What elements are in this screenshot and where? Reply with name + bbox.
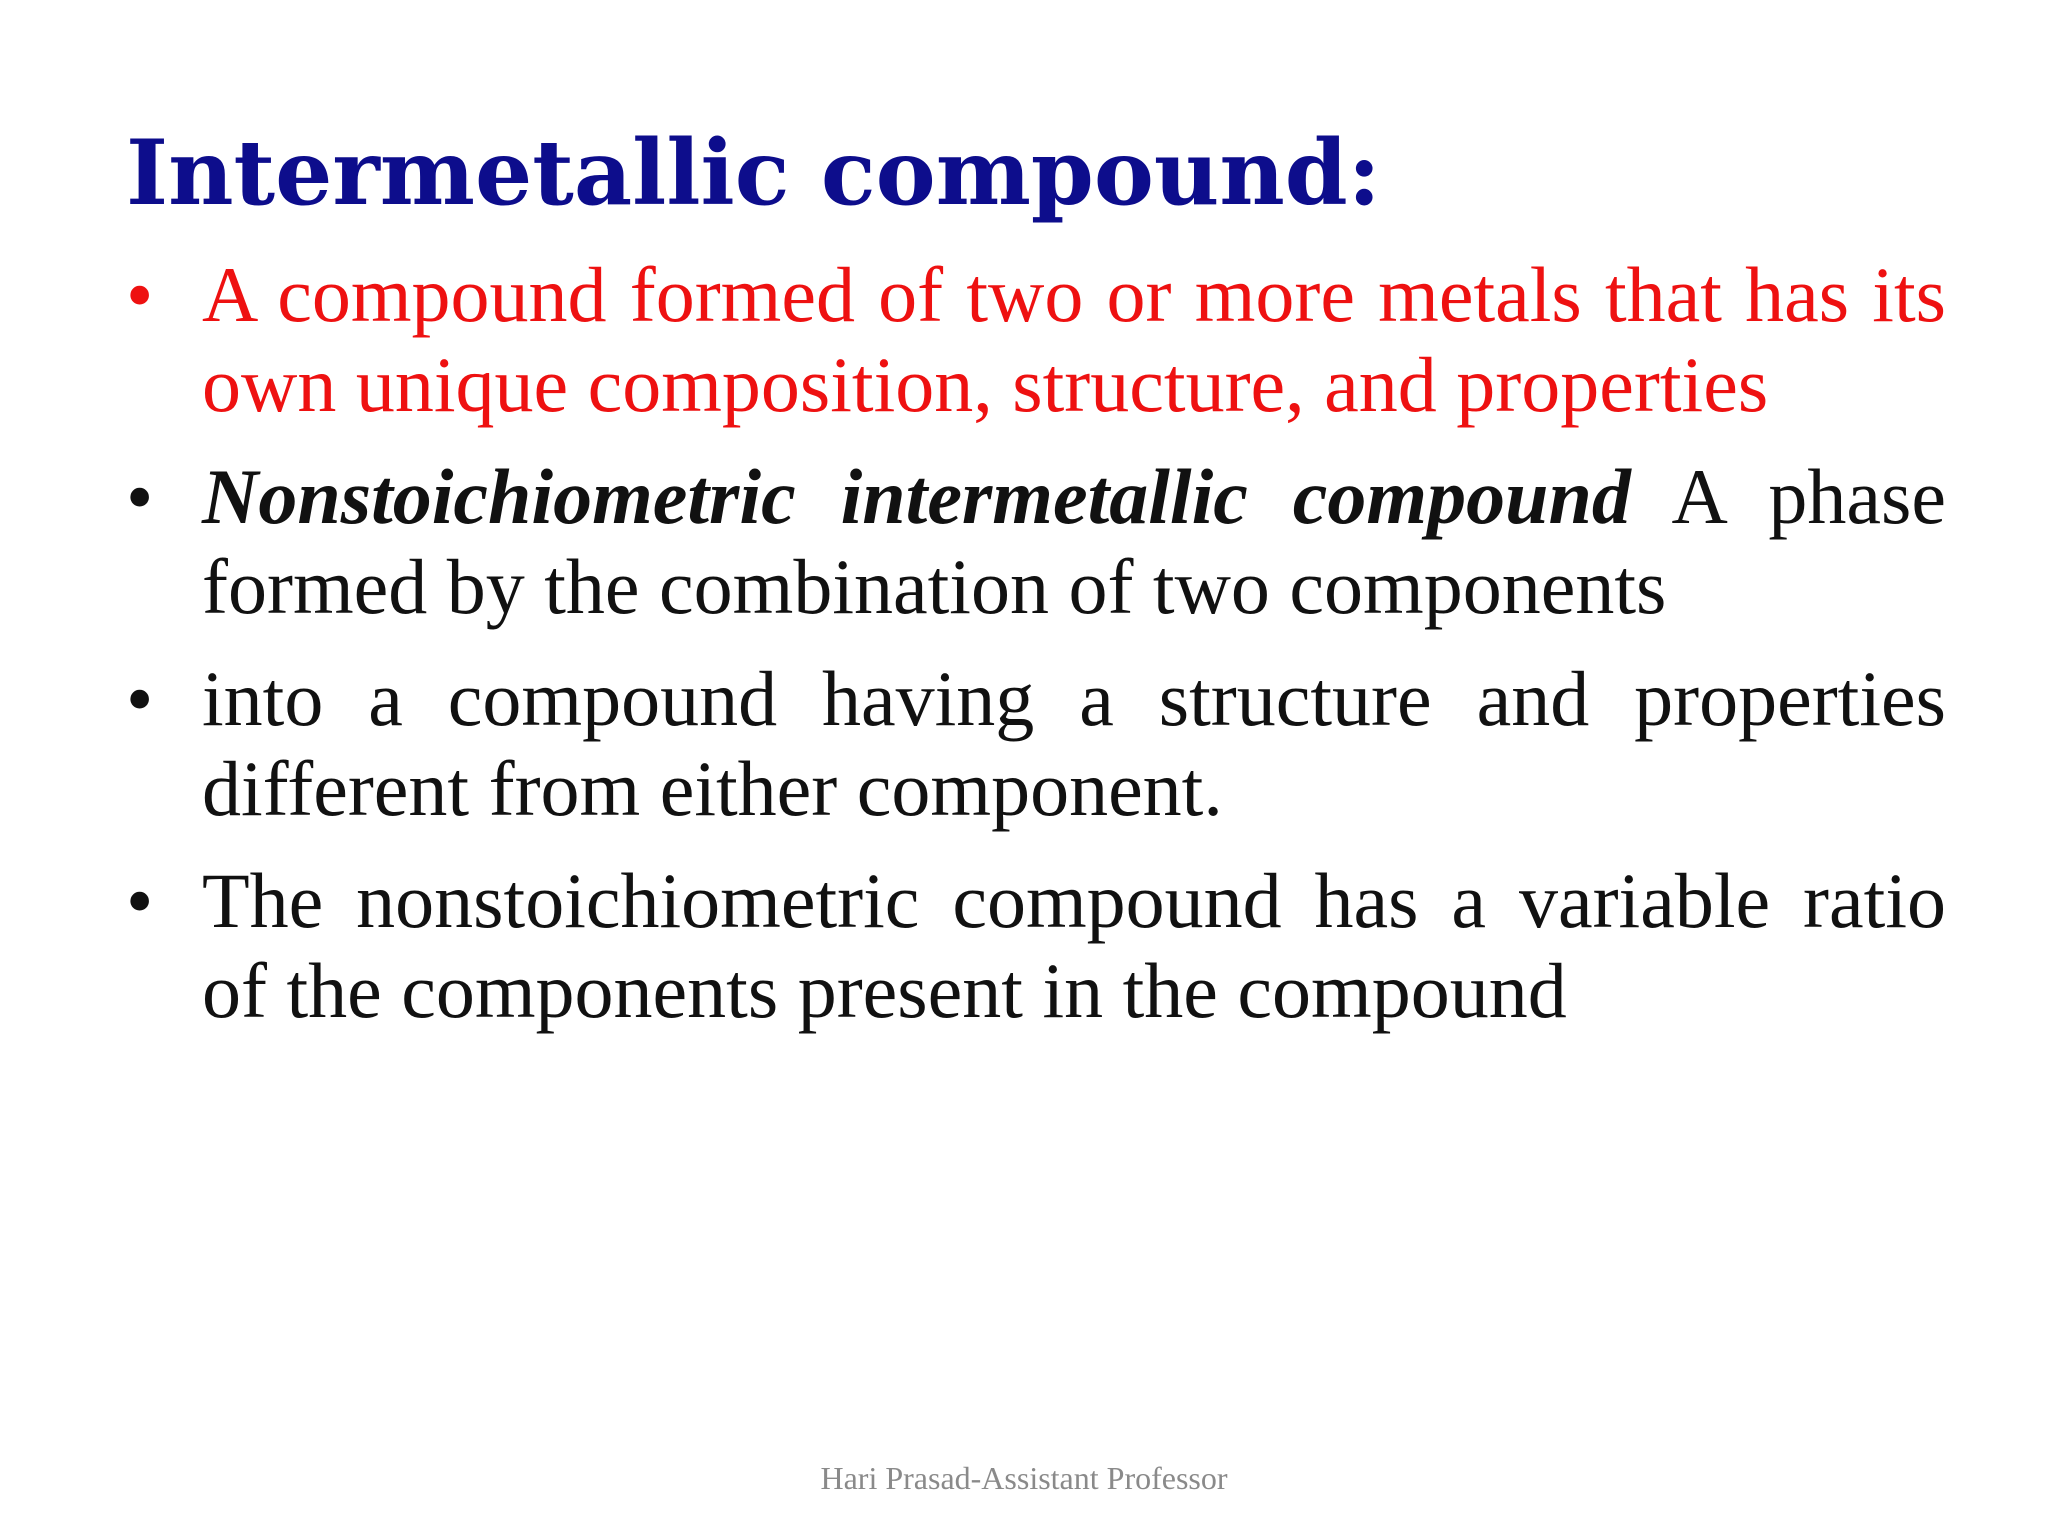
bullet-item-variable-ratio bbox=[126, 856, 1946, 1036]
bullet-item-compound-structure bbox=[126, 654, 1946, 834]
bullet-marker: • bbox=[126, 857, 154, 944]
bullet-item-nonstoichiometric bbox=[126, 452, 1946, 632]
bullet-marker: • bbox=[126, 453, 154, 540]
bullet-term: Nonstoichiometric intermetallic compound bbox=[202, 453, 1631, 540]
bullet-text: into a compound having a structure and properties different from either component. bbox=[202, 655, 1946, 832]
bullet-marker: • bbox=[126, 251, 154, 338]
bullet-list bbox=[126, 250, 1946, 1036]
bullet-text: The nonstoichiometric compound has a variable ratio of the components present in the compound bbox=[202, 857, 1946, 1034]
bullet-text: A compound formed of two or more metals that has its own unique composition, structure, and properties bbox=[202, 251, 1946, 428]
bullet-item-definition bbox=[126, 250, 1946, 430]
bullet-text: A phase formed by the combination of two components bbox=[202, 453, 1946, 630]
slide-footer: Hari Prasad-Assistant Professor bbox=[820, 1460, 1228, 1496]
bullet-marker: • bbox=[126, 655, 154, 742]
slide-title: Intermetallic compound: bbox=[126, 120, 1381, 226]
